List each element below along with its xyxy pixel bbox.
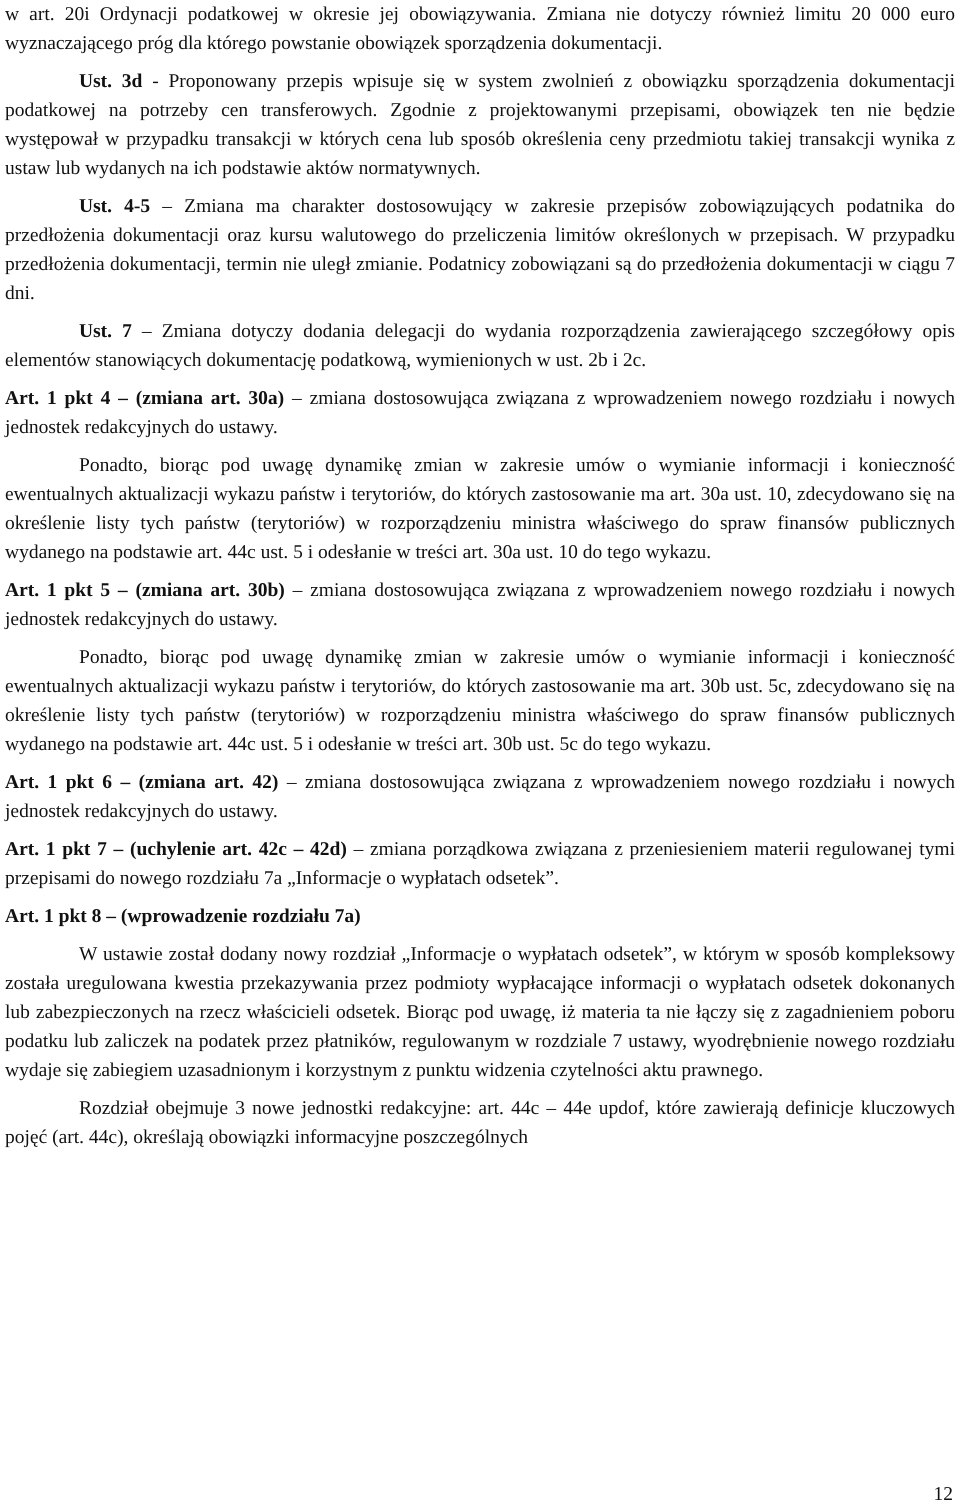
paragraph-art-1-pkt-4: Art. 1 pkt 4 – (zmiana art. 30a) – zmiana dostosowująca związana z wprowadzeniem nowego rozdziału i nowych jednostek redakcyjnych do ustawy. [5, 388, 956, 438]
paragraph-art-1-pkt-6: Art. 1 pkt 6 – (zmiana art. 42) – zmiana dostosowująca związana z wprowadzeniem nowego rozdziału i nowych jednostek redakcyjnych do ustawy. [5, 772, 955, 822]
page-number: 12 [933, 1484, 953, 1505]
paragraph-continuation: w art. 20i Ordynacji podatkowej w okresie jej obowiązywania. Zmiana nie dotyczy również limitu 20 000 euro wyznaczającego próg dla którego powstanie obowiązek sporządzenia dokumentacji. [5, 4, 955, 54]
paragraph-lead: Art. 1 pkt 6 – (zmiana art. 42) [5, 772, 279, 793]
section-heading-art-1-pkt-8: Art. 1 pkt 8 – (wprowadzenie rozdziału 7a) [5, 906, 361, 927]
paragraph-ust-7: Ust. 7 – Zmiana dotyczy dodania delegacji do wydania rozporządzenia zawierającego szczegółowy opis elementów stanowiących dokumentację podatkową, wymienionych w ust. 2b i 2c. [5, 321, 955, 371]
paragraph-lead: Ust. 4-5 [79, 196, 151, 217]
paragraph-lead: Art. 1 pkt 7 – (uchylenie art. 42c – 42d) [5, 839, 347, 860]
paragraph-lead: Art. 1 pkt 5 – (zmiana art. 30b) [5, 580, 285, 601]
paragraph-ust-3d: Ust. 3d - Proponowany przepis wpisuje się w system zwolnień z obowiązku sporządzenia dokumentacji podatkowej na potrzeby cen transferowych. Zgodnie z projektowanymi przepisami, obowiązek ten nie będzie występował w przypadku transakcji w których cena lub sposób określenia ceny przedmiotu takiej transakcji wynika z ustaw lub wydanych na ich podstawie aktów normatywnych. [5, 71, 956, 179]
paragraph-rozdzial-7a: W ustawie został dodany nowy rozdział „Informacje o wypłatach odsetek”, w którym w sposób kompleksowy została uregulowana kwestia przekazywania przez podmioty wypłacające informacji o wypłatach odsetek dokonanych lub zabezpieczonych na rzecz właścicieli odsetek. Biorąc pod uwagę, iż materia ta nie łączy się z zagadnieniem poboru podatku lub zaliczek na podatek przez płatników, regulowanym w rozdziale 7 ustawy, wyodrębnienie nowego rozdziału wydaje się zabiegiem uzasadnionym i korzystnym z punktu widzenia czytelności aktu prawnego. [5, 944, 955, 1081]
document-page [5, 0, 955, 1152]
paragraph-ust-4-5: Ust. 4-5 – Zmiana ma charakter dostosowujący w zakresie przepisów zobowiązujących podatnika do przedłożenia dokumentacji oraz kursu walutowego do przeliczenia limitów określonych w przepisach. W przypadku przedłożenia dokumentacji, termin nie uległ zmianie. Podatnicy zobowiązani są do przedłożenia dokumentacji w ciągu 7 dni. [5, 196, 955, 304]
paragraph-lead: Ust. 3d [79, 71, 143, 92]
paragraph-rozdzial-scope: Rozdział obejmuje 3 nowe jednostki redakcyjne: art. 44c – 44e updof, które zawierają definicje kluczowych pojęć (art. 44c), określają obowiązki informacyjne poszczególnych [5, 1098, 955, 1148]
paragraph-art-1-pkt-7: Art. 1 pkt 7 – (uchylenie art. 42c – 42d) – zmiana porządkowa związana z przeniesieniem materii regulowanej tymi przepisami do nowego rozdziału 7a „Informacje o wypłatach odsetek”. [5, 839, 956, 889]
paragraph-art-30b-details: Ponadto, biorąc pod uwagę dynamikę zmian w zakresie umów o wymianie informacji i konieczność ewentualnych aktualizacji wykazu państw i terytoriów, do których zastosowanie ma art. 30b ust. 5c, zdecydowano się na określenie listy tych państw (terytoriów) w rozporządzeniu ministra właściwego do spraw finansów publicznych wydanego na podstawie art. 44c ust. 5 i odesłanie w treści art. 30b ust. 5c do tego wykazu. [5, 647, 955, 755]
paragraph-lead: Ust. 7 [79, 321, 132, 342]
paragraph-art-30a-details: Ponadto, biorąc pod uwagę dynamikę zmian w zakresie umów o wymianie informacji i konieczność ewentualnych aktualizacji wykazu państw i terytoriów, do których zastosowanie ma art. 30a ust. 10, zdecydowano się na określenie listy tych państw (terytoriów) w rozporządzeniu ministra właściwego do spraw finansów publicznych wydanego na podstawie art. 44c ust. 5 i odesłanie w treści art. 30a ust. 10 do tego wykazu. [5, 455, 955, 563]
paragraph-art-1-pkt-5: Art. 1 pkt 5 – (zmiana art. 30b) – zmiana dostosowująca związana z wprowadzeniem nowego rozdziału i nowych jednostek redakcyjnych do ustawy. [5, 580, 956, 630]
paragraph-lead: Art. 1 pkt 4 – (zmiana art. 30a) [5, 388, 285, 409]
